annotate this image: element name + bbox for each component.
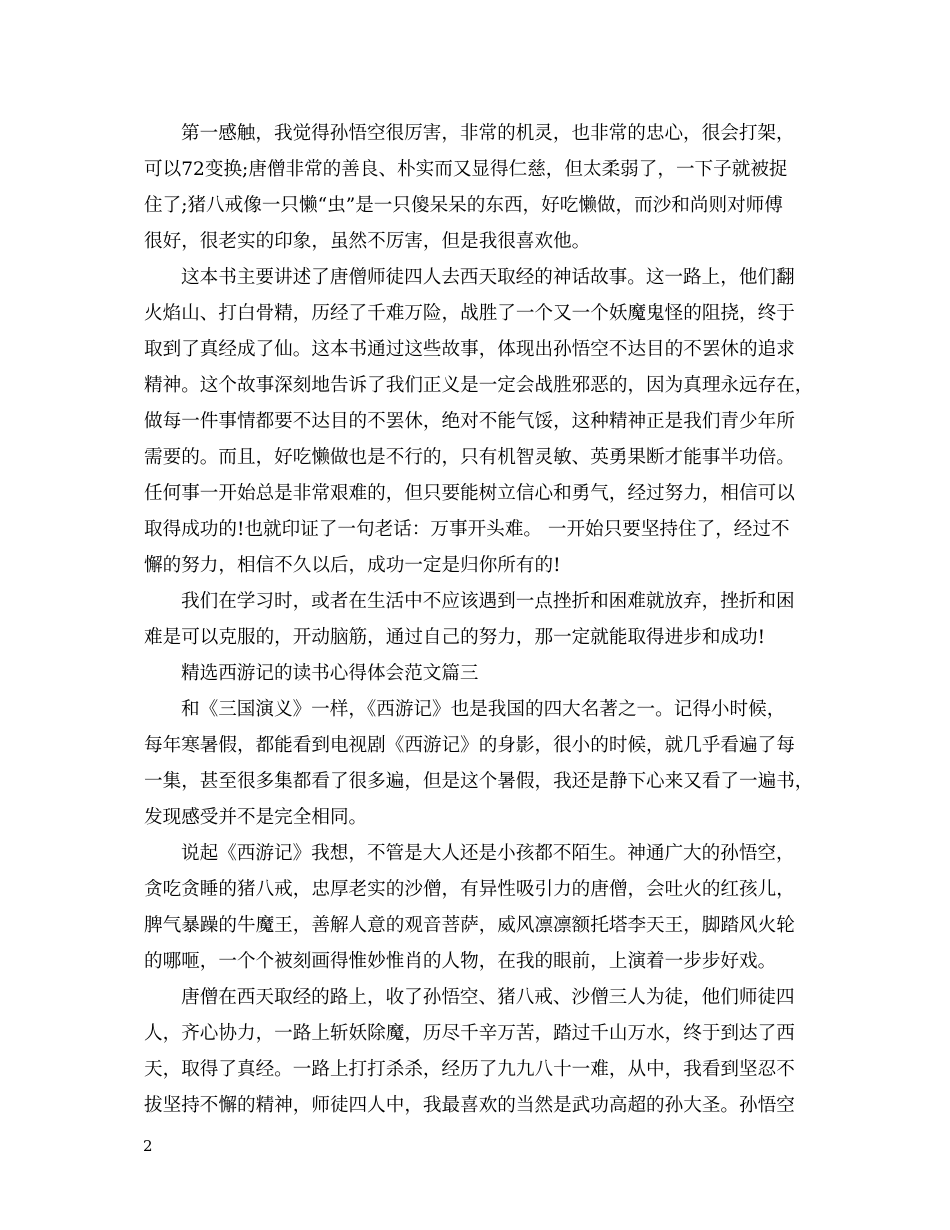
- text-line: 需要的。而且，好吃懒做也是不行的，只有机智灵敏、英勇果断才能事半功倍。: [144, 447, 795, 468]
- text-line: 取得成功的!也就印证了一句老话：万事开头难。 一开始只要坚持住了，经过不: [144, 519, 790, 540]
- text-line: 可以72变换;唐僧非常的善良、朴实而又显得仁慈，但太柔弱了，一下子就被捉: [144, 159, 788, 180]
- text-line: 精选西游记的读书心得体会范文篇三: [181, 663, 479, 684]
- text-line: 取到了真经成了仙。这本书通过这些故事，体现出孙悟空不达目的不罢休的追求: [144, 339, 795, 360]
- body-text: [144, 116, 812, 1124]
- text-line: 火焰山、打白骨精，历经了千难万险，战胜了一个又一个妖魔鬼怪的阻挠，终于: [144, 303, 795, 324]
- text-line: 唐僧在西天取经的路上，收了孙悟空、猪八戒、沙僧三人为徒，他们师徒四: [181, 987, 795, 1008]
- text-line: 住了;猪八戒像一只懒“虫”是一只傻呆呆的东西，好吃懒做，而沙和尚则对师傅: [144, 195, 783, 216]
- text-line: 精神。这个故事深刻地告诉了我们正义是一定会战胜邪恶的，因为真理永远存在，: [144, 375, 814, 396]
- text-line: 每年寒暑假，都能看到电视剧《西游记》的身影，很小的时候，就几乎看遍了每: [144, 735, 795, 756]
- text-line: 发现感受并不是完全相同。: [144, 807, 368, 828]
- text-line: 拔坚持不懈的精神，师徒四人中，我最喜欢的当然是武功高超的孙大圣。孙悟空: [144, 1095, 795, 1116]
- text-line: 脾气暴躁的牛魔王，善解人意的观音菩萨，威风凛凛额托塔李天王，脚踏风火轮: [144, 915, 795, 936]
- text-line: 这本书主要讲述了唐僧师徒四人去西天取经的神话故事。这一路上，他们翻: [181, 267, 795, 288]
- text-line: 一集，甚至很多集都看了很多遍，但是这个暑假，我还是静下心来又看了一遍书，: [144, 771, 814, 792]
- text-line: 做每一件事情都要不达目的不罢休，绝对不能气馁，这种精神正是我们青少年所: [144, 411, 795, 432]
- page-number: 2: [143, 1137, 153, 1155]
- text-line: 懈的努力，相信不久以后，成功一定是归你所有的!: [144, 555, 561, 576]
- text-line: 天，取得了真经。一路上打打杀杀，经历了九九八十一难，从中，我看到坚忍不: [144, 1059, 795, 1080]
- text-line: 我们在学习时，或者在生活中不应该遇到一点挫折和困难就放弃，挫折和困: [181, 591, 795, 612]
- text-line: 和《三国演义》一样，《西游记》也是我国的四大名著之一。记得小时候，: [181, 699, 786, 720]
- text-line: 任何事一开始总是非常艰难的，但只要能树立信心和勇气，经过努力，相信可以: [144, 483, 795, 504]
- text-line: 人，齐心协力，一路上斩妖除魔，历尽千辛万苦，踏过千山万水，终于到达了西: [144, 1023, 795, 1044]
- text-line: 说起《西游记》我想，不管是大人还是小孩都不陌生。神通广大的孙悟空，: [181, 843, 795, 864]
- text-line: 贪吃贪睡的猪八戒，忠厚老实的沙僧，有异性吸引力的唐僧，会吐火的红孩儿，: [144, 879, 795, 900]
- text-line: 很好，很老实的印象，虽然不厉害，但是我很喜欢他。: [144, 231, 591, 252]
- text-line: 的哪咂，一个个被刻画得惟妙惟肖的人物，在我的眼前，上演着一步步好戏。: [144, 951, 777, 972]
- text-line: 第一感触，我觉得孙悟空很厉害，非常的机灵，也非常的忠心，很会打架，: [181, 123, 795, 144]
- text-line: 难是可以克服的，开动脑筋，通过自己的努力，那一定就能取得进步和成功!: [144, 627, 766, 648]
